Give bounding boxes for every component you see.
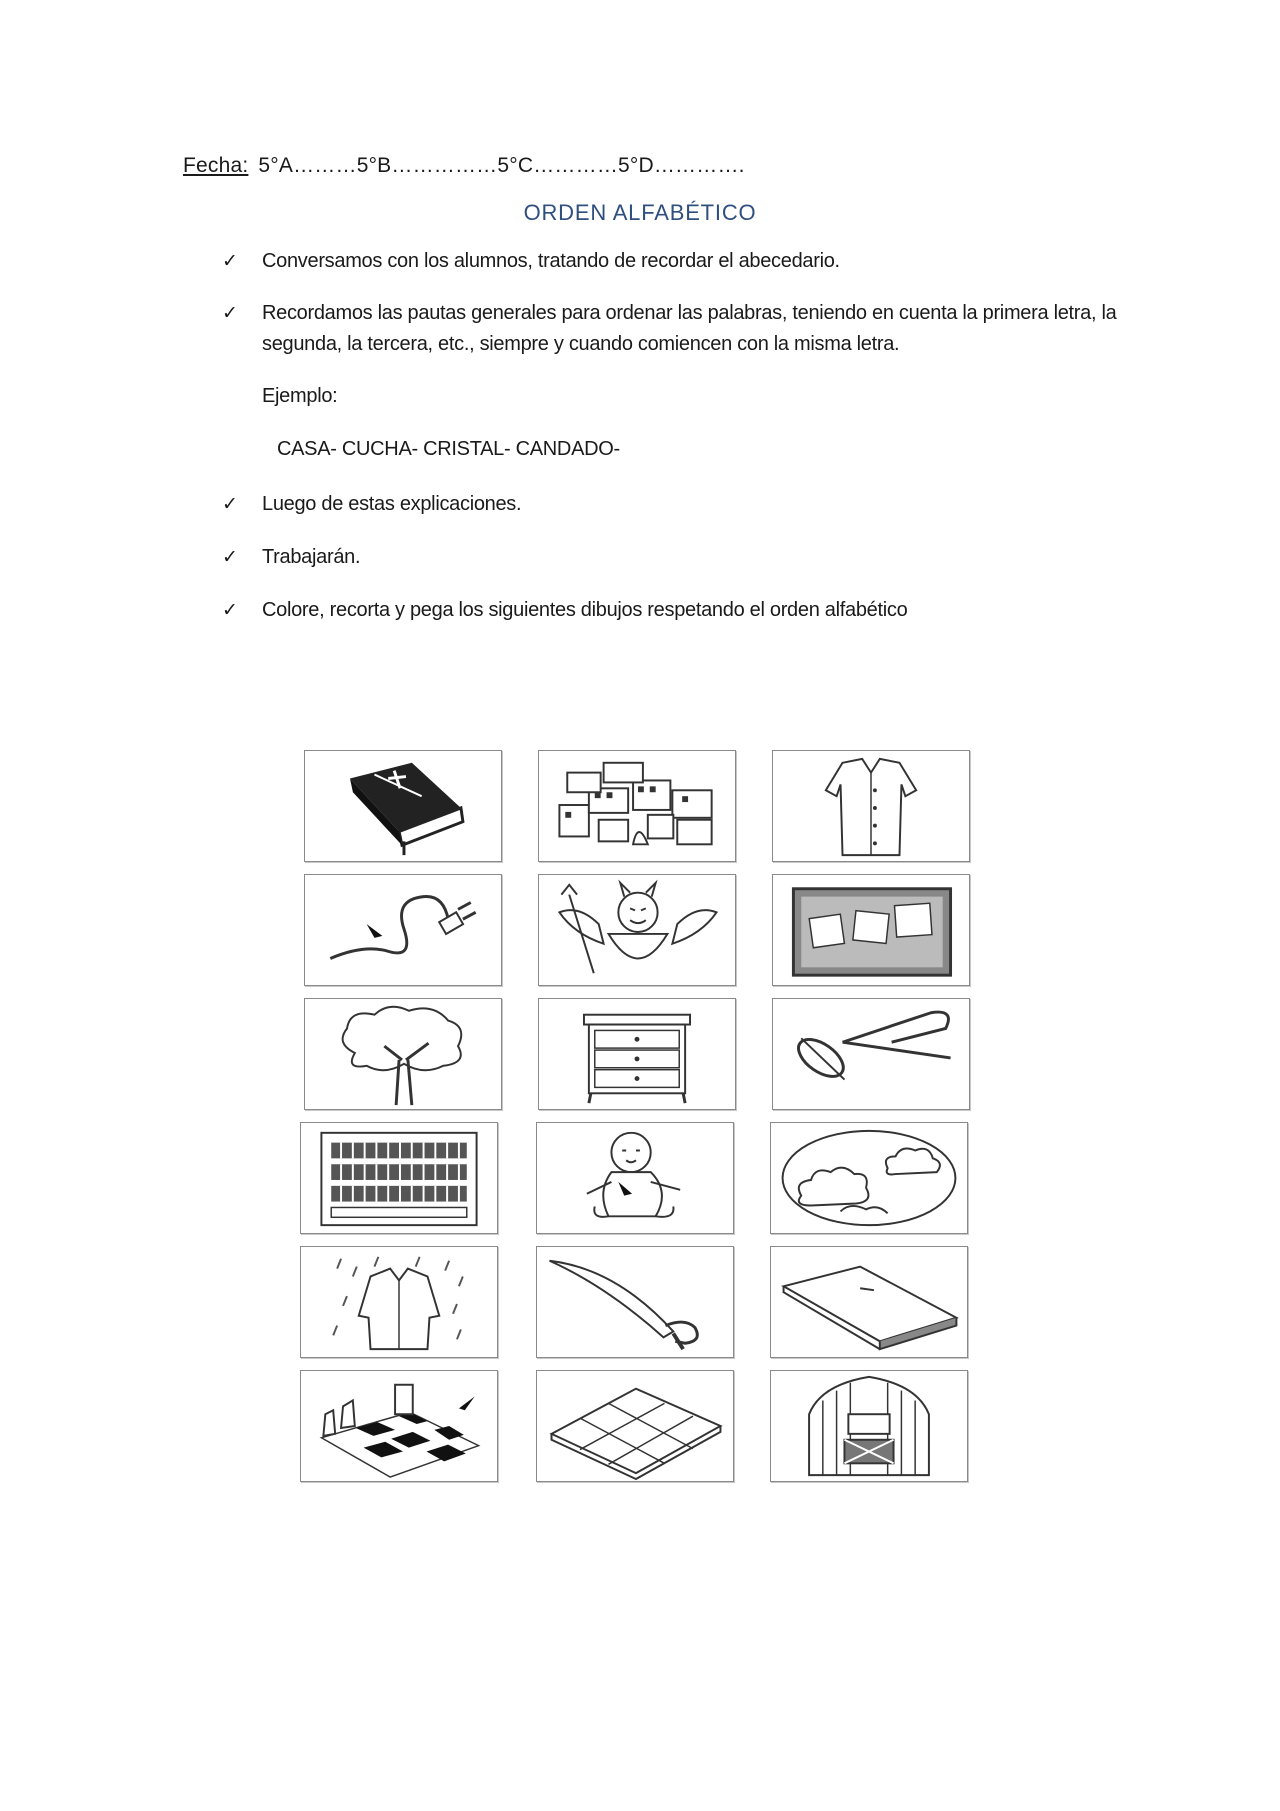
picture-cell — [538, 998, 736, 1110]
picture-cell — [538, 750, 736, 862]
step-text: Conversamos con los alumnos, tratando de recordar el abecedario. — [262, 250, 840, 272]
picture-cell — [304, 750, 502, 862]
picture-cell — [772, 750, 970, 862]
picture-cell — [770, 1246, 968, 1358]
check-icon: ✓ — [222, 251, 238, 272]
picture-grid — [300, 748, 980, 1496]
picture-cell — [304, 874, 502, 986]
picture-cell — [770, 1122, 968, 1234]
blouse-icon — [773, 751, 969, 861]
picture-cell — [772, 874, 970, 986]
picture-cell — [538, 874, 736, 986]
step-text: Trabajarán. — [262, 546, 361, 568]
check-icon: ✓ — [222, 600, 238, 621]
clouds-icon — [771, 1123, 967, 1233]
picture-cell — [300, 1370, 498, 1482]
safety-pin-icon — [773, 999, 969, 1109]
date-label: Fecha: — [183, 154, 249, 177]
check-icon: ✓ — [222, 303, 238, 324]
grade-sections: 5°A………5°B……………5°C…………5°D…………. — [258, 154, 745, 177]
picture-cell — [304, 998, 502, 1110]
raincoat-icon — [301, 1247, 497, 1357]
example-words: CASA- CUCHA- CRISTAL- CANDADO- — [277, 438, 620, 460]
check-icon: ✓ — [222, 547, 238, 568]
step-text: Luego de estas explicaciones. — [262, 493, 522, 515]
tree-icon — [305, 999, 501, 1109]
barn-icon — [771, 1371, 967, 1481]
check-icon: ✓ — [222, 494, 238, 515]
picture-cell — [300, 1246, 498, 1358]
quilt-icon — [537, 1371, 733, 1481]
plug-icon — [305, 875, 501, 985]
example-label: Ejemplo: — [262, 385, 338, 407]
baby-icon — [537, 1123, 733, 1233]
picture-cell — [772, 998, 970, 1110]
chessboard-icon — [301, 1371, 497, 1481]
dresser-icon — [539, 999, 735, 1109]
board-icon — [771, 1247, 967, 1357]
picture-cell — [536, 1246, 734, 1358]
picture-cell — [536, 1370, 734, 1482]
picture-cell — [536, 1122, 734, 1234]
bookshelf-icon — [301, 1123, 497, 1233]
step-text: Colore, recorta y pega los siguientes dibujos respetando el orden alfabético — [262, 599, 908, 621]
step-text: Recordamos las pautas generales para ordenar las palabras, teniendo en cuenta la primera letra, la segunda, la tercera, etc., siempre y cuando comiencen con la misma letra. — [262, 302, 1117, 355]
date-line — [183, 154, 745, 178]
book-icon — [305, 751, 501, 861]
bulletin-board-icon — [773, 875, 969, 985]
devil-icon — [539, 875, 735, 985]
sword-icon — [537, 1247, 733, 1357]
page-title: ORDEN ALFABÉTICO — [523, 200, 757, 225]
picture-cell — [300, 1122, 498, 1234]
picture-cell — [770, 1370, 968, 1482]
town-icon — [539, 751, 735, 861]
